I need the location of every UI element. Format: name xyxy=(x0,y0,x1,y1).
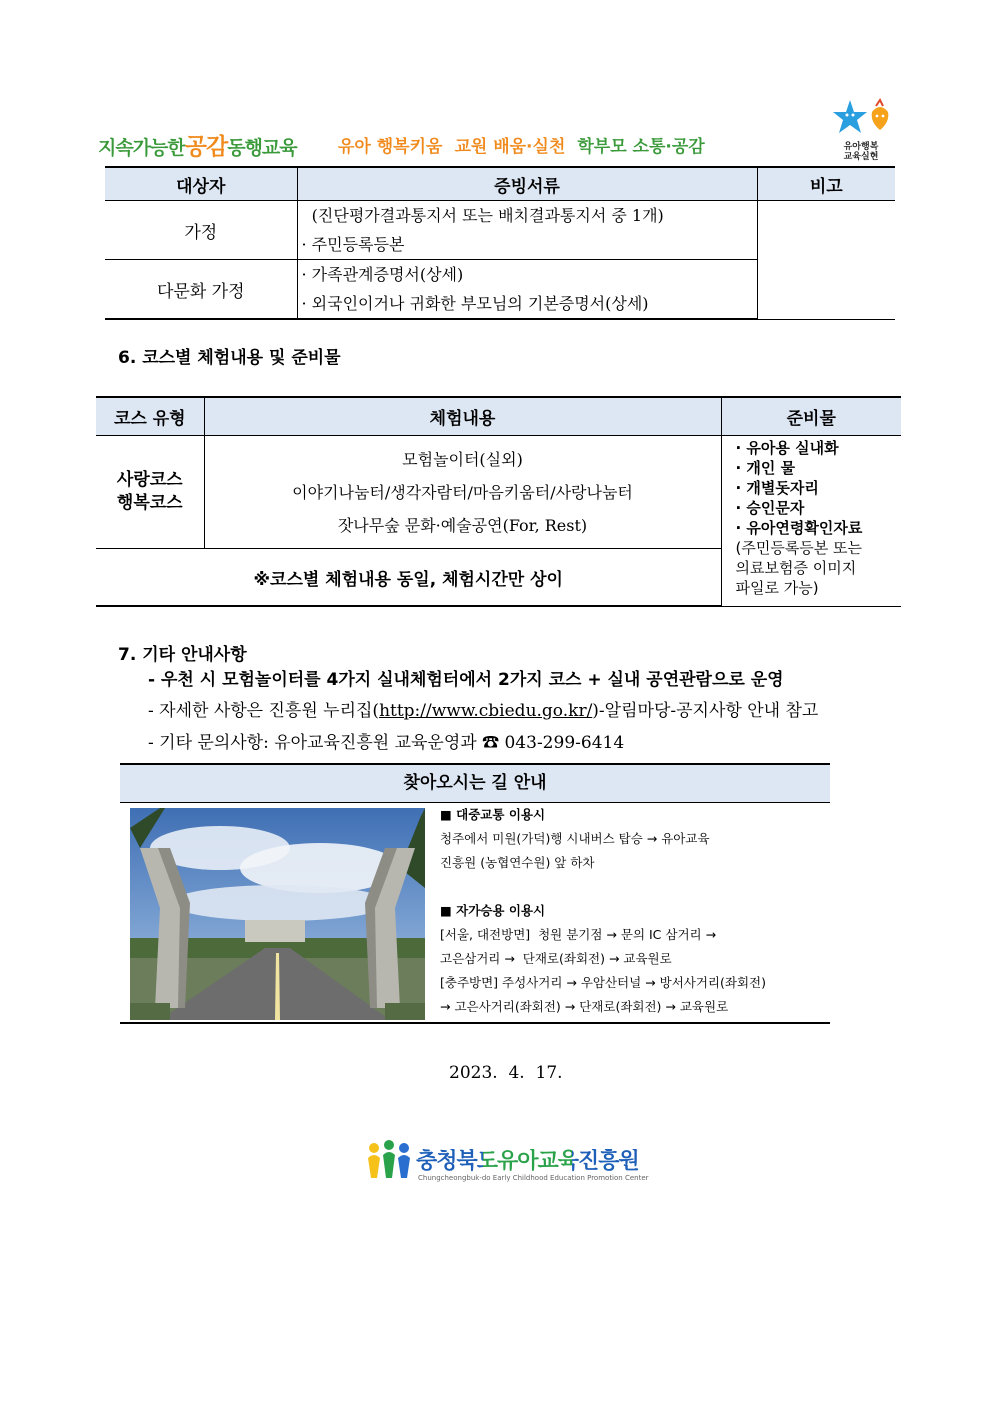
slogan-item-3: 학부모 소통·공감 xyxy=(577,137,705,157)
course-name: 사랑코스 xyxy=(116,470,183,490)
prep-item: · 개별돗자리 xyxy=(735,479,819,497)
entrance-gate-image xyxy=(130,808,425,1020)
row-documents xyxy=(297,201,757,260)
doc-line: (진단평가결과통지서 또는 배치결과통지서 중 1개) xyxy=(301,206,664,225)
prep-item: · 유아연령확인자료 xyxy=(735,519,863,537)
public-line: 청주에서 미원(가덕)행 시내버스 탑승 → 유아교육 xyxy=(440,831,710,846)
directions-title: 찾아오시는 길 안내 xyxy=(120,763,830,803)
mascot-logo xyxy=(832,98,890,162)
institute-logo-icon xyxy=(366,1140,412,1180)
content-line: 이야기나눔터/생각자람터/마음키움터/사랑나눔터 xyxy=(292,482,633,502)
course-content xyxy=(204,436,721,549)
logo-text-3: 동행교육 xyxy=(227,137,297,159)
car-line: → 고은사거리(좌회전) → 단재로(좌회전) → 교육원로 xyxy=(440,999,729,1014)
slogan-item-2: 교원 배움·실천 xyxy=(454,137,566,157)
row-label: 가정 xyxy=(105,201,297,260)
prep-note: (주민등록등본 또는 xyxy=(735,539,863,557)
section-6-title: 6. 코스별 체험내용 및 준비물 xyxy=(118,348,341,368)
section-7-title: 7. 기타 안내사항 xyxy=(118,645,247,665)
mascot-caption-2: 교육실현 xyxy=(843,152,879,162)
car-title: ■ 자가승용 이용시 xyxy=(440,903,546,918)
header-course-type: 코스 유형 xyxy=(96,397,204,436)
notice-line-contact: - 기타 문의사항: 유아교육진흥원 교육운영과 ☎ 043-299-6414 xyxy=(148,733,625,753)
row-label: 다문화 가정 xyxy=(105,260,297,320)
mascot-caption-1: 유아행복 xyxy=(843,142,879,152)
car-line: 고은삼거리 → 단재로(좌회전) → 교육원로 xyxy=(440,951,672,966)
header-preparation: 준비물 xyxy=(721,397,901,436)
directions-bottom-rule xyxy=(120,1022,830,1024)
header-content: 체험내용 xyxy=(204,397,721,436)
entrance-photo xyxy=(130,808,425,1020)
header-target: 대상자 xyxy=(105,167,297,201)
content-line: 잣나무숲 문화·예술공연(For, Rest) xyxy=(337,515,588,535)
website-link[interactable]: http://www.cbiedu.go.kr/ xyxy=(379,701,593,721)
doc-line: · 주민등록등본 xyxy=(301,235,405,254)
prep-note: 파일로 가능) xyxy=(735,579,819,597)
slogan-item-1: 유아 행복키움 xyxy=(338,137,443,157)
course-name: 행복코스 xyxy=(116,493,183,513)
directions-text xyxy=(440,803,830,1019)
notice-text: )-알림마당-공지사항 안내 참고 xyxy=(592,701,819,721)
table-row xyxy=(105,201,895,260)
notice-line-website xyxy=(148,696,818,721)
notice-line-rain: - 우천 시 모험놀이터를 4가지 실내체험터에서 2가지 코스 + 실내 공연관람으로 운영 xyxy=(148,670,784,690)
remarks-cell xyxy=(757,201,895,320)
notice-text: - 자세한 사항은 진흥원 누리집( xyxy=(148,701,380,721)
header-documents: 증빙서류 xyxy=(297,167,757,201)
course-note: ※코스별 체험내용 동일, 체험시간만 상이 xyxy=(96,549,721,607)
header-remarks: 비고 xyxy=(757,167,895,201)
content-line: 모험놀이터(실외) xyxy=(402,449,523,469)
doc-line: · 가족관계증명서(상세) xyxy=(301,265,464,284)
prep-item: · 유아용 실내화 xyxy=(735,439,839,457)
public-line: 진흥원 (농협연수원) 앞 하차 xyxy=(440,855,595,870)
course-names xyxy=(96,436,204,549)
car-line: [충주방면] 주성사거리 → 우암산터널 → 방서사거리(좌회전) xyxy=(440,975,766,990)
row-documents xyxy=(297,260,757,320)
prep-item: · 승인문자 xyxy=(735,499,805,517)
slogan xyxy=(338,132,717,157)
table-header-row xyxy=(105,167,895,201)
prep-item: · 개인 물 xyxy=(735,459,796,477)
table-row xyxy=(96,436,901,549)
institute-name-text: 충청북도유아교육진흥원 xyxy=(416,1149,639,1174)
logo-text-1: 지속가능한 xyxy=(98,137,185,159)
campaign-logo xyxy=(98,128,297,161)
doc-line: · 외국인이거나 귀화한 부모님의 기본증명서(상세) xyxy=(301,294,649,313)
institute-name xyxy=(416,1144,639,1175)
preparation-list xyxy=(721,436,901,607)
course-table xyxy=(96,396,901,607)
mascot-icon xyxy=(832,98,890,138)
prep-note: 의료보험증 이미지 xyxy=(735,559,857,577)
document-date: 2023. 4. 17. xyxy=(449,1063,563,1083)
public-transport-title: ■ 대중교통 이용시 xyxy=(440,807,546,822)
car-line: [서울, 대전방면] 청원 분기점 → 문의 IC 삼거리 → xyxy=(440,927,717,942)
institute-english-name: Chungcheongbuk-do Early Childhood Education Promotion Center xyxy=(418,1174,649,1182)
table-header-row xyxy=(96,397,901,436)
logo-text-2: 공감 xyxy=(184,134,228,160)
documents-table xyxy=(105,166,895,320)
